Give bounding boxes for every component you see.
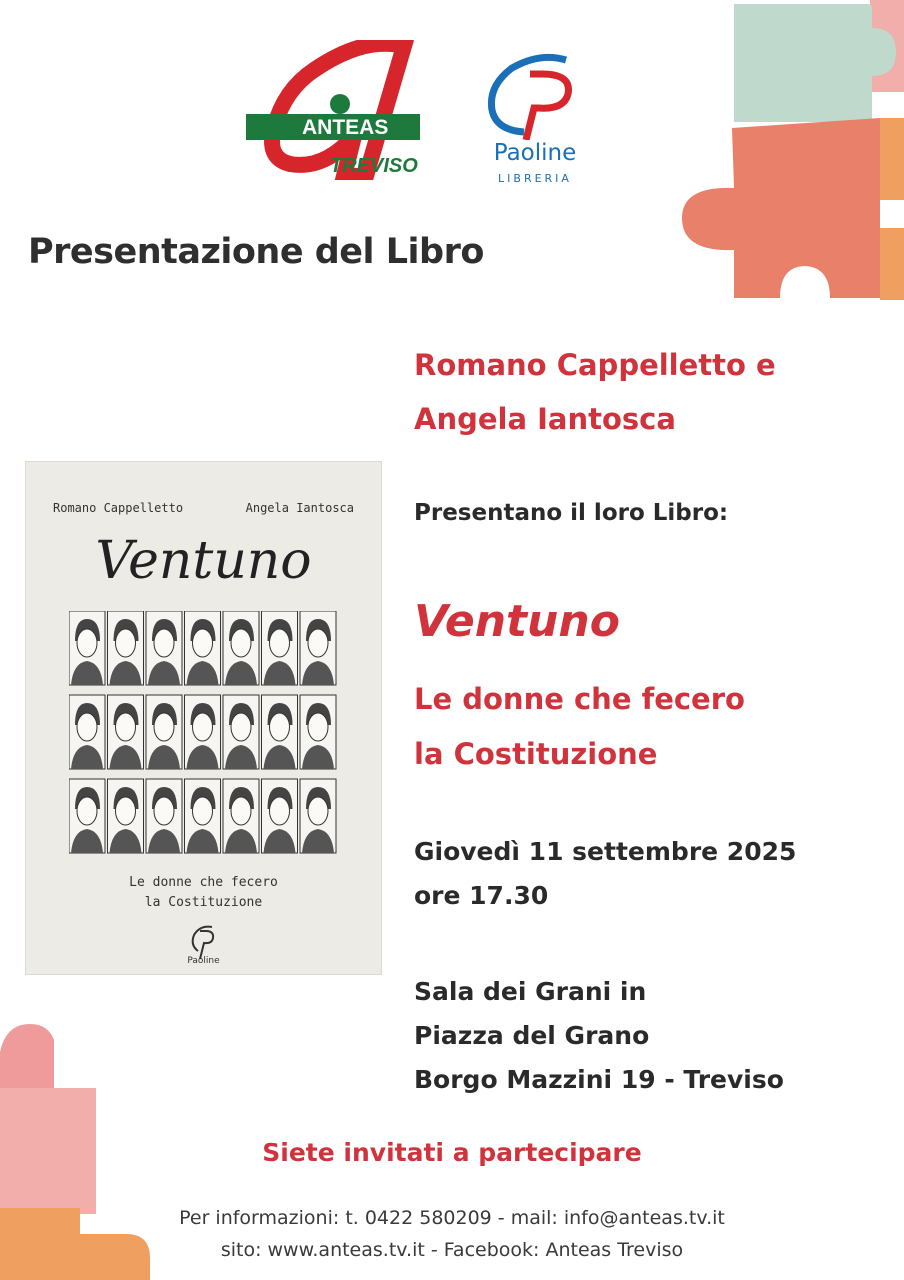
portrait-sketch [108, 779, 144, 853]
portrait-sketch [146, 611, 182, 685]
portrait-sketch [223, 779, 259, 853]
anteas-city: TREVISO [330, 155, 418, 177]
event-time: ore 17.30 [414, 881, 549, 910]
invitation: Siete invitati a partecipare [262, 1138, 642, 1167]
portrait-sketch [300, 779, 336, 853]
portrait-sketch [262, 695, 298, 769]
anteas-name: ANTEAS [302, 116, 389, 139]
cover-publisher: Paoline [187, 956, 220, 966]
venue-line-2: Piazza del Grano [414, 1021, 650, 1050]
venue-line-1: Sala dei Grani in [414, 977, 647, 1006]
portrait-sketch [146, 695, 182, 769]
page-title: Presentazione del Libro [28, 232, 484, 272]
book-subtitle-line-2: la Costituzione [414, 737, 658, 771]
contact-web-facebook: sito: www.anteas.tv.it - Facebook: Anteas Treviso [220, 1239, 684, 1261]
paoline-subtitle: LIBRERIA [498, 172, 572, 185]
paoline-mark-icon [480, 48, 590, 140]
portrait-sketch [300, 695, 336, 769]
cover-title: Ventuno [95, 531, 312, 591]
cover-subtitle-line-2: la Costituzione [144, 895, 263, 910]
paoline-name: Paoline [493, 140, 577, 166]
portrait-sketch [69, 611, 105, 685]
puzzle-decoration-top [676, 0, 904, 300]
portrait-sketch [146, 779, 182, 853]
book-subtitle-line-1: Le donne che fecero [414, 682, 745, 716]
cover-author-left: Romano Cappelletto [53, 501, 184, 515]
portrait-sketch [185, 779, 221, 853]
author-line-1: Romano Cappelletto e [414, 348, 776, 382]
authors [414, 338, 776, 446]
present-label: Presentano il loro Libro: [414, 500, 729, 526]
cover-subtitle-line-1: Le donne che fecero [129, 875, 278, 890]
portrait-sketch [108, 611, 144, 685]
author-line-2: Angela Iantosca [414, 402, 676, 436]
book-subtitle [414, 672, 745, 782]
event-day: Giovedì 11 settembre 2025 [414, 837, 797, 866]
cover-author-right: Angela Iantosca [245, 501, 354, 515]
portrait-sketch [300, 611, 336, 685]
portrait-sketch [223, 695, 259, 769]
contact-info [0, 1202, 904, 1266]
anteas-treviso-logo [244, 40, 424, 180]
event-date [414, 830, 796, 918]
portrait-sketch [185, 611, 221, 685]
contact-phone-mail: Per informazioni: t. 0422 580209 - mail: info@anteas.tv.it [179, 1207, 725, 1229]
portrait-sketch [108, 695, 144, 769]
event-venue [414, 970, 784, 1102]
portrait-sketch [69, 779, 105, 853]
cover-portraits-illustration [69, 611, 339, 861]
portrait-sketch [223, 611, 259, 685]
venue-line-3: Borgo Mazzini 19 - Treviso [414, 1065, 784, 1094]
portrait-sketch [69, 695, 105, 769]
portrait-sketch [185, 695, 221, 769]
cover-authors [25, 501, 382, 515]
book-cover [25, 461, 382, 975]
paoline-libreria-logo [480, 48, 590, 188]
portrait-sketch [262, 611, 298, 685]
cover-subtitle [25, 873, 382, 913]
book-title: Ventuno [414, 596, 620, 647]
portrait-sketch [262, 779, 298, 853]
